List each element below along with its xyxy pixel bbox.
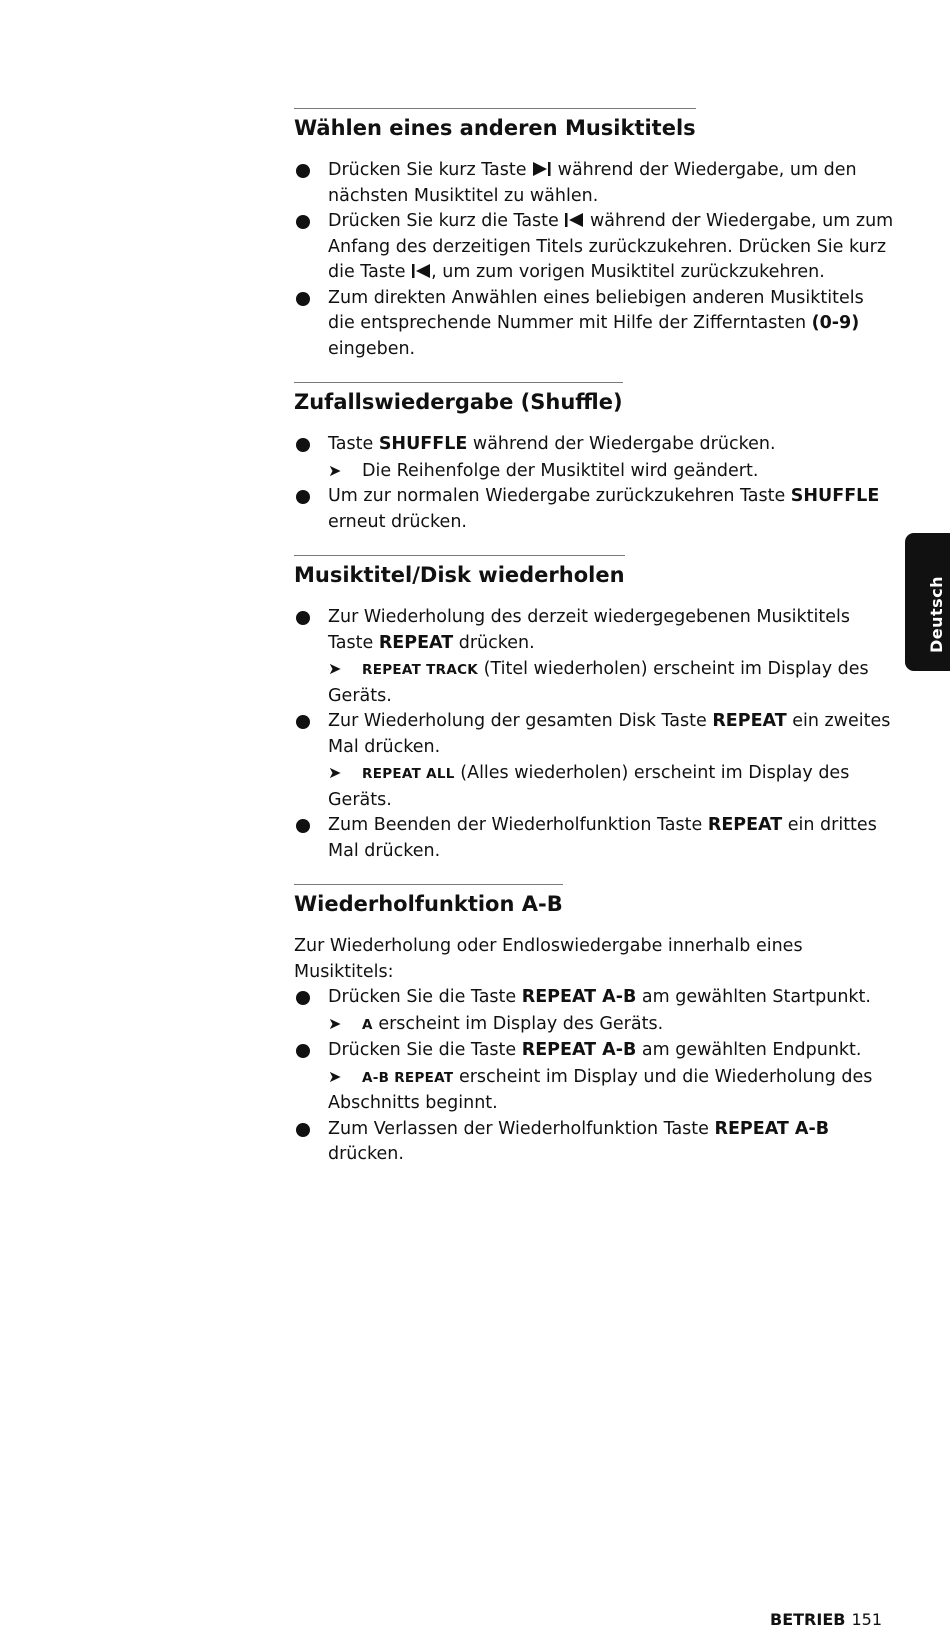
page-number: 151 [851,1610,882,1629]
bullet-icon [296,490,310,504]
result-line: ➤ A erscheint im Display des Geräts. [328,1011,894,1039]
bullet-icon [296,819,310,833]
list-item: Drücken Sie kurz Taste während der Wiedergabe, um den nächsten Musiktitel zu wählen. [294,158,894,209]
bullet-list [294,158,894,362]
list-item: Drücken Sie die Taste REPEAT A-B am gewählten Startpunkt. ➤ A erscheint im Display des Geräts. [294,985,894,1038]
section-repeat [294,555,894,864]
bullet-icon [296,1044,310,1058]
list-item: Drücken Sie die Taste REPEAT A-B am gewählten Endpunkt. ➤ A-B REPEAT erscheint im Display und die Wiederholung des Abschnitts beginnt. [294,1038,894,1117]
arrow-right-icon: ➤ [328,763,342,782]
language-tab [905,533,950,671]
list-item: Zum Verlassen der Wiederholfunktion Taste REPEAT A-B drücken. [294,1117,894,1168]
bullet-icon [296,715,310,729]
result-line: ➤ REPEAT ALL (Alles wiederholen) erscheint im Display des Geräts. [328,760,894,813]
list-item: Drücken Sie kurz die Taste während der Wiedergabe, um zum Anfang des derzeitigen Titels zurückzukehren. Drücken Sie kurz die Taste , um zum vorigen Musiktitel zurückzukehren. [294,209,894,286]
bullet-icon [296,438,310,452]
bullet-icon [296,292,310,306]
language-tab-label: Deutsch [927,575,946,653]
section-shuffle [294,382,894,535]
list-item: Zum direkten Anwählen eines beliebigen anderen Musiktitels die entsprechende Nummer mit Hilfe der Zifferntasten (0-9) eingeben. [294,286,894,363]
bullet-icon [296,1123,310,1137]
bullet-list [294,605,894,864]
section-intro: Zur Wiederholung oder Endloswiedergabe innerhalb eines Musiktitels: [294,936,803,982]
result-line: ➤ A-B REPEAT erscheint im Display und die Wiederholung des Abschnitts beginnt. [328,1064,894,1117]
bullet-list [294,985,894,1168]
previous-track-icon [564,212,584,228]
bullet-icon [296,991,310,1005]
section-next-track [294,108,894,362]
previous-track-icon [411,263,431,279]
result-line: ➤ REPEAT TRACK (Titel wiederholen) erscheint im Display des Geräts. [328,656,894,709]
footer-section-name: BETRIEB [770,1610,846,1629]
list-item: Zum Beenden der Wiederholfunktion Taste REPEAT ein drittes Mal drücken. [294,813,894,864]
list-item: Taste SHUFFLE während der Wiedergabe drücken. ➤ Die Reihenfolge der Musiktitel wird geändert. [294,432,894,484]
section-title: Zufallswiedergabe (Shuffle) [294,382,623,416]
section-title: Musiktitel/Disk wiederholen [294,555,625,589]
bullet-list [294,432,894,535]
bullet-icon [296,164,310,178]
bullet-icon [296,215,310,229]
list-item: Zur Wiederholung des derzeit wiedergegebenen Musiktitels Taste REPEAT drücken. ➤ REPEAT TRACK (Titel wiederholen) erscheint im Display des Geräts. [294,605,894,709]
page-content [294,108,894,1188]
section-repeat-a-b [294,884,894,1168]
page-footer [770,1610,882,1629]
list-item: Zur Wiederholung der gesamten Disk Taste REPEAT ein zweites Mal drücken. ➤ REPEAT ALL (Alles wiederholen) erscheint im Display des Geräts. [294,709,894,813]
list-item: Um zur normalen Wiedergabe zurückzukehren Taste SHUFFLE erneut drücken. [294,484,894,535]
section-title: Wählen eines anderen Musiktitels [294,108,696,142]
bullet-icon [296,611,310,625]
result-line: ➤ Die Reihenfolge der Musiktitel wird geändert. [328,458,894,485]
arrow-right-icon: ➤ [328,1066,342,1086]
arrow-right-icon: ➤ [328,659,342,678]
next-track-icon [532,161,552,177]
section-title: Wiederholfunktion A-B [294,884,563,918]
arrow-right-icon: ➤ [328,460,342,480]
arrow-right-icon: ➤ [328,1013,342,1033]
